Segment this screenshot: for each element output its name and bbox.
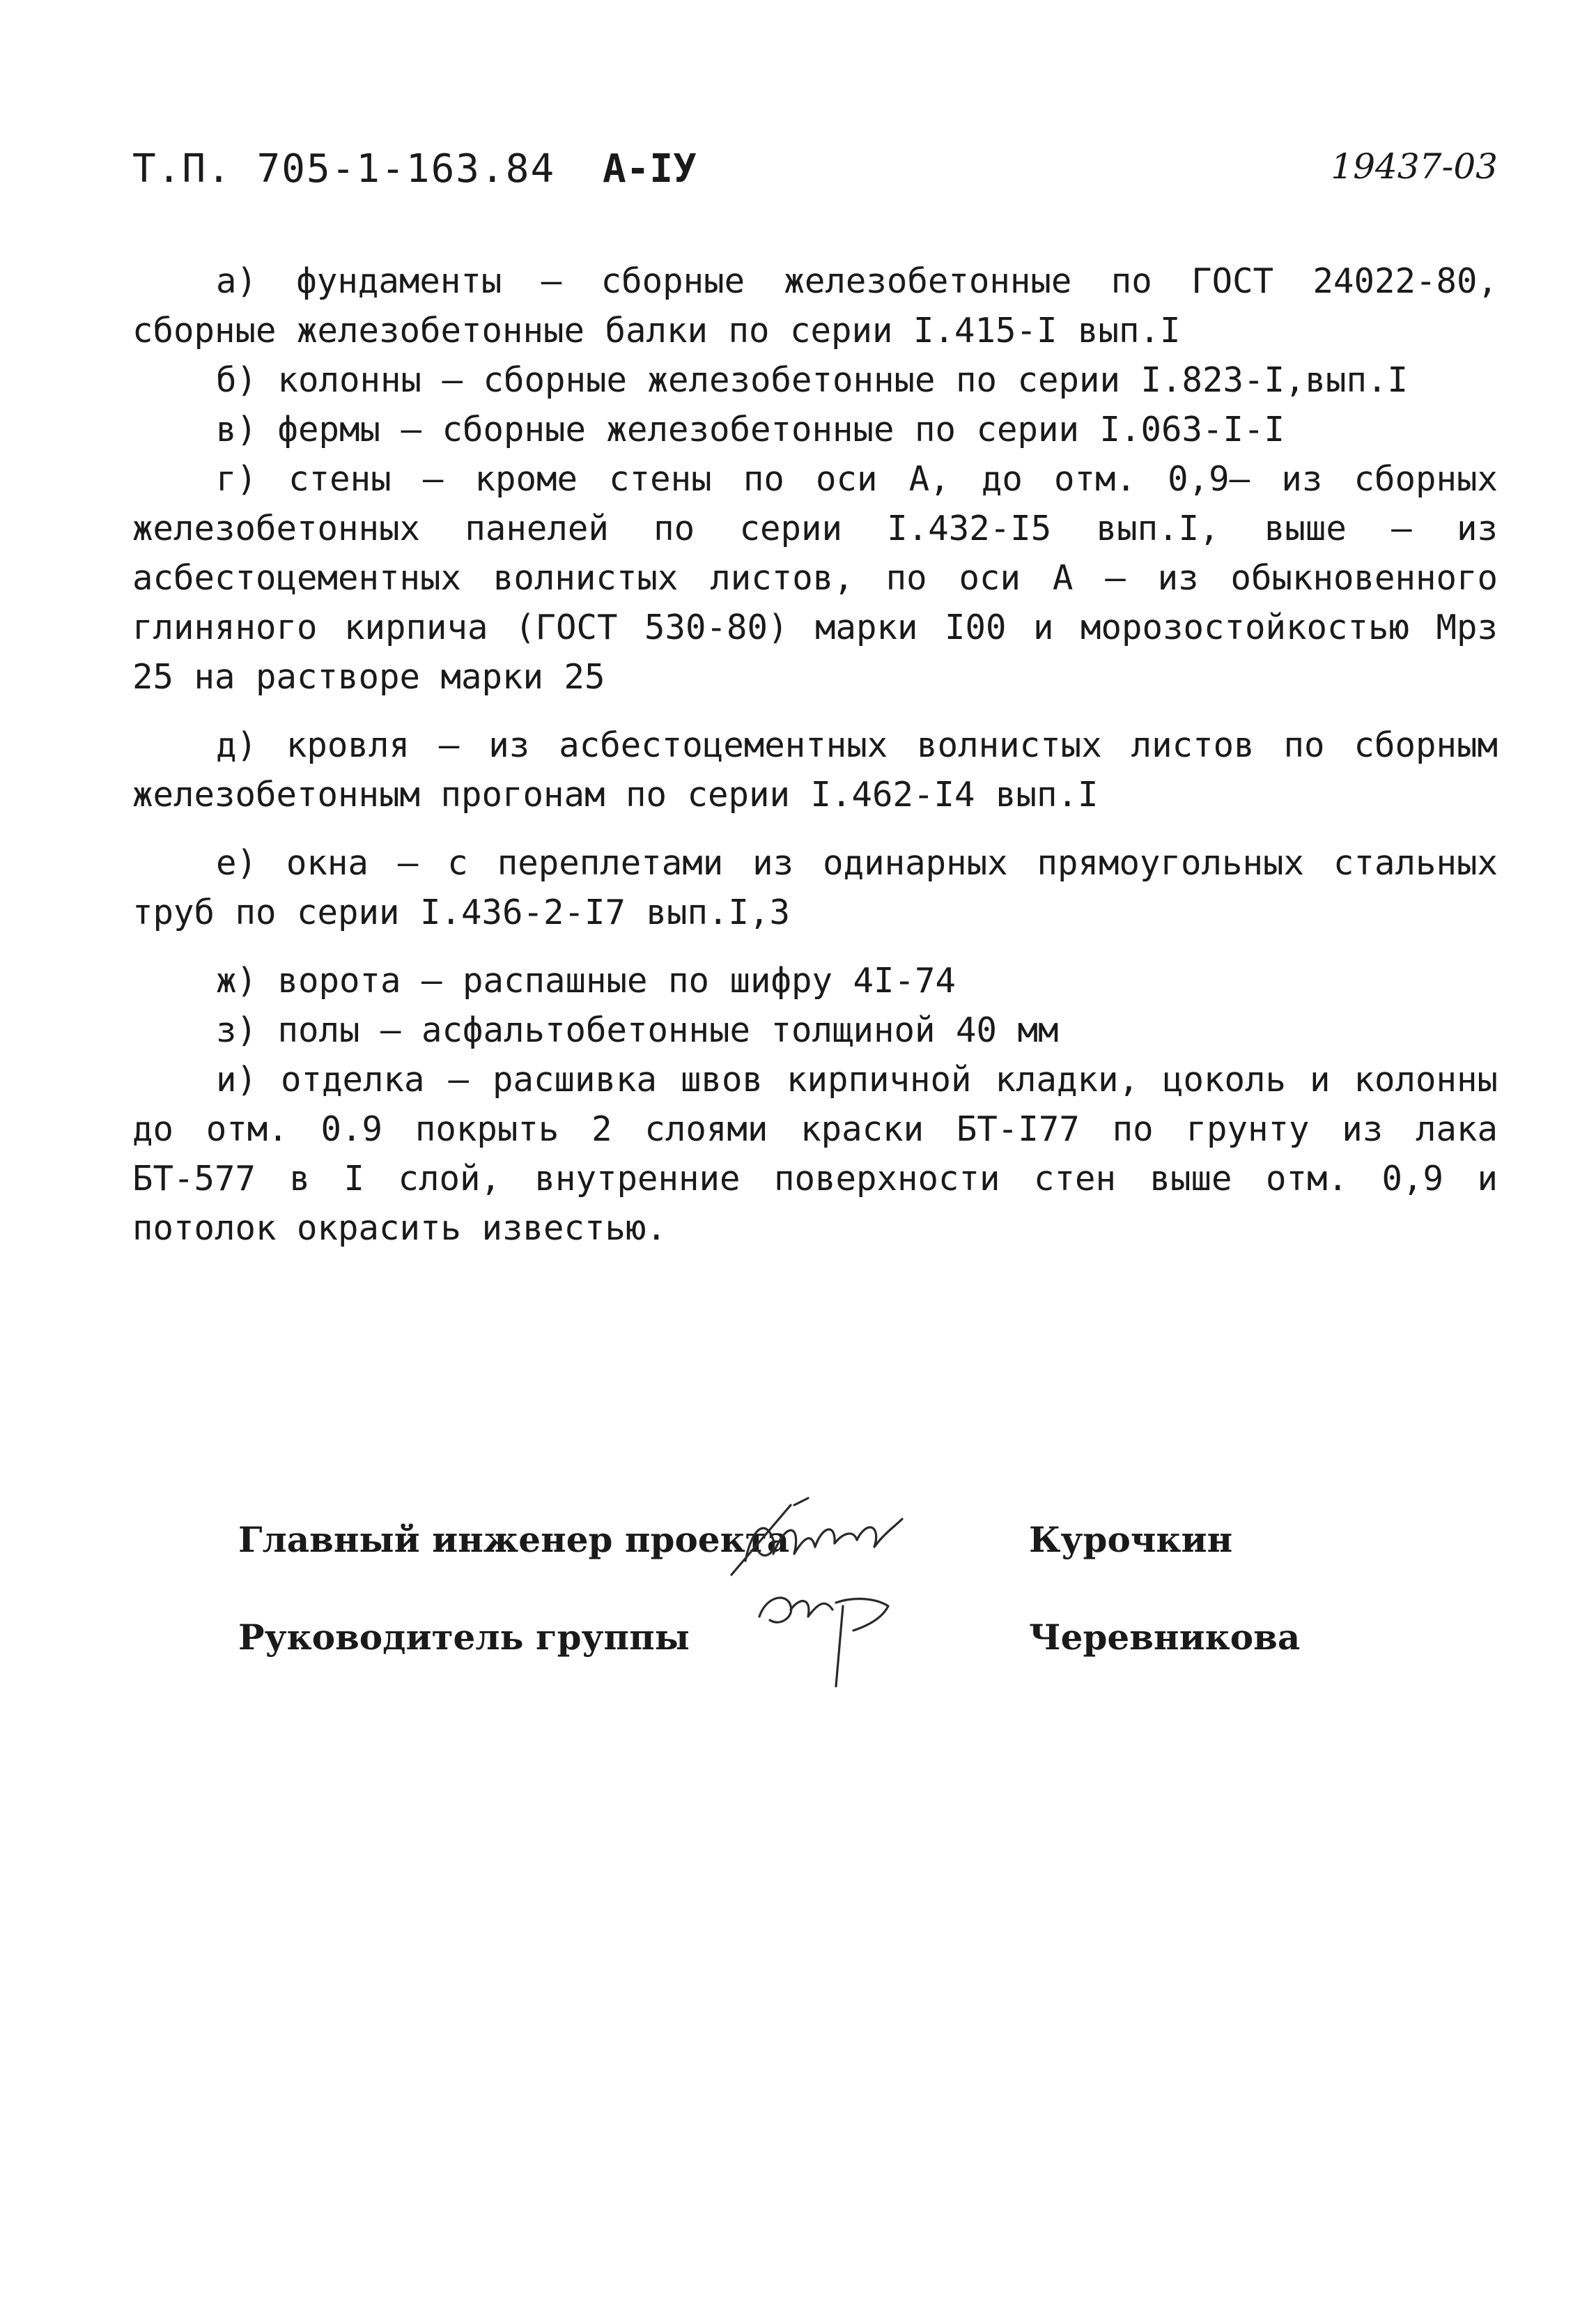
signer-role: Руководитель группы <box>238 1617 690 1658</box>
signature-stroke <box>731 1505 791 1575</box>
document-header <box>132 146 1498 209</box>
signature-stroke <box>836 1606 843 1686</box>
album-number: А-IУ <box>603 146 697 192</box>
signature-stroke <box>815 1529 857 1547</box>
paragraph-foundations: а) фундаменты – сборные железобетонные по ГОСТ 24022-80, сборные железобетонные балки по серии I.415-I вып.I <box>132 261 1498 350</box>
signature-stroke <box>791 1601 832 1617</box>
signature-stroke <box>773 1530 815 1554</box>
handwritten-signatures <box>725 1477 954 1700</box>
signature-stroke <box>836 1599 888 1631</box>
paragraph-windows: е) окна – с переплетами из одинарных прямоугольных стальных труб по серии I.436-2-I7 вып.I,3 <box>132 843 1498 932</box>
paragraph-finishing: и) отделка – расшивка швов кирпичной кладки, цоколь и колонны до отм. 0.9 покрыть 2 слоями краски БТ-I77 по грунту из лака БТ-577 в I слой, внутренние поверхности стен выше отм. 0,9 и потолок окрасить известью. <box>132 1060 1498 1248</box>
signature-stroke <box>857 1519 902 1547</box>
paragraph-roof: д) кровля – из асбестоцементных волнистых листов по сборным железобетонным прогонам по серии I.462-I4 вып.I <box>132 725 1498 815</box>
paragraph-trusses: в) фермы – сборные железобетонные по серии I.063-I-I <box>216 410 1285 449</box>
signer-name: Курочкин <box>1029 1519 1233 1560</box>
project-code: Т.П. 705-1-163.84 <box>132 146 556 192</box>
paragraph-floors: з) полы – асфальтобетонные толщиной 40 мм <box>216 1010 1059 1050</box>
signature-stroke <box>794 1498 808 1505</box>
signature-stroke <box>745 1528 774 1561</box>
specification-text <box>132 256 1498 1253</box>
inventory-number: 19437-03 <box>1331 146 1498 187</box>
signer-role: Главный инженер проекта <box>238 1519 790 1560</box>
paragraph-gates: ж) ворота – распашные по шифру 4I-74 <box>216 961 956 1001</box>
signer-name: Черевникова <box>1029 1617 1301 1658</box>
paragraph-walls: г) стены – кроме стены по оси А, до отм. 0,9– из сборных железобетонных панелей по серии I.432-I5 вып.I, выше – из асбестоцементных волнистых листов, по оси А – из обыкновенного глиняного кирпича (ГОСТ 530-80) марки I00 и морозостойкостью Мрз 25 на растворе марки 25 <box>132 459 1498 697</box>
paragraph-columns: б) колонны – сборные железобетонные по серии I.823-I,вып.I <box>216 360 1409 400</box>
signature-stroke <box>759 1598 791 1622</box>
